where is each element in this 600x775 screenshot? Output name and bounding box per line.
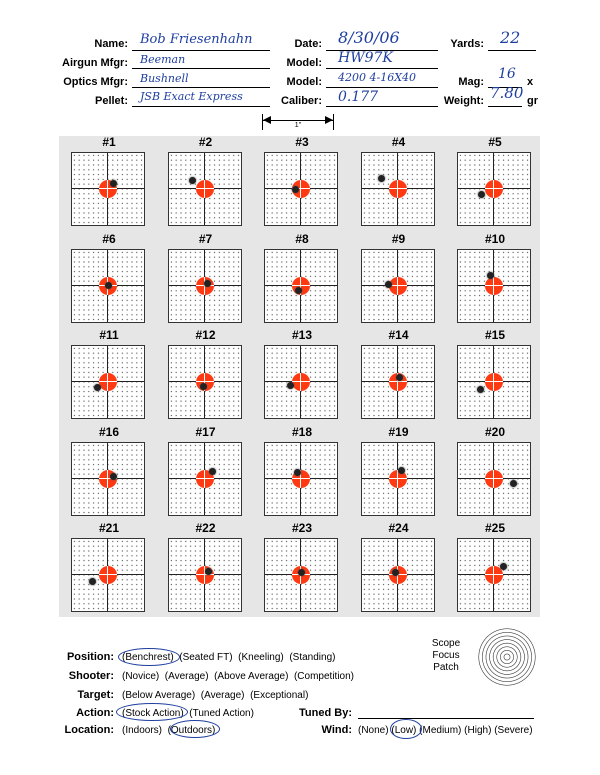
bullseye-crosshair [99, 188, 117, 189]
airgun-field[interactable]: Beeman [140, 53, 186, 66]
pellet-hole [110, 180, 117, 187]
bullseye [99, 373, 117, 391]
target-card [254, 233, 350, 329]
pellet-hole [205, 568, 212, 575]
scale-label: 1" [294, 122, 302, 129]
pellet-label: Pellet: [94, 95, 128, 107]
mag-unit: x [527, 76, 534, 88]
pellet-hole [477, 386, 484, 393]
target-number: #13 [291, 328, 313, 342]
bullseye-crosshair [493, 180, 494, 198]
wind-high[interactable]: (High) [464, 725, 492, 736]
target-face [457, 538, 531, 612]
model2-field[interactable]: 4200 4-16X40 [338, 71, 417, 84]
bullseye-crosshair [485, 188, 503, 189]
target-face [168, 442, 242, 516]
target-number: #6 [102, 231, 116, 246]
bullseye [292, 373, 310, 391]
bullseye-crosshair [107, 470, 108, 488]
pellet-field[interactable]: JSB Exact Express [140, 90, 243, 103]
target-face [361, 152, 435, 226]
target-face [361, 442, 435, 516]
name-label: Name: [94, 38, 128, 50]
pellet-hole [487, 272, 494, 279]
target-card [447, 233, 543, 329]
optics-field[interactable]: Bushnell [140, 72, 189, 85]
bullseye-crosshair [196, 381, 214, 382]
wind-none[interactable]: (None) [358, 725, 389, 736]
bullseye-crosshair [204, 180, 205, 198]
wind-options [358, 725, 533, 736]
bullseye-crosshair [107, 373, 108, 391]
bullseye [99, 566, 117, 584]
target-card [158, 329, 254, 425]
bullseye-crosshair [99, 381, 117, 382]
target-number: #7 [198, 231, 213, 246]
yards-field[interactable]: 22 [500, 28, 521, 47]
weight-label: Weight: [443, 95, 484, 107]
target-face [457, 249, 531, 323]
target-face [264, 442, 338, 516]
bullseye-crosshair [204, 470, 205, 488]
target-number: #1 [102, 135, 116, 149]
wind-selected-circle [390, 719, 422, 739]
pellet-hole [287, 382, 294, 389]
target-face [457, 152, 531, 226]
location-selected-circle [167, 720, 220, 738]
pellet-hole [378, 175, 385, 182]
shooter-options [122, 671, 354, 682]
pellet-hole [510, 480, 517, 487]
target-face [168, 249, 242, 323]
wind-label: Wind: [321, 724, 352, 736]
target-face [71, 152, 145, 226]
target-card [254, 329, 350, 425]
pellet-hole [385, 281, 392, 288]
target-number: #17 [195, 424, 216, 439]
bullseye-crosshair [204, 566, 205, 584]
caliber-field[interactable]: 0.177 [338, 89, 379, 105]
location-outdoors[interactable]: (Outdoors) [167, 725, 216, 736]
pellet-hole [200, 383, 207, 390]
target-label: Target: [77, 689, 114, 701]
bullseye-crosshair [397, 180, 398, 198]
target-number: #23 [291, 521, 313, 535]
position-selected-circle [118, 648, 180, 666]
bullseye-crosshair [107, 180, 108, 198]
target-grid [59, 136, 540, 617]
shooter-novice[interactable]: (Novice) [122, 671, 160, 682]
shooter-above-average[interactable]: (Above Average) [214, 671, 289, 682]
weight-field[interactable]: 7.80 [490, 84, 524, 102]
target-card [158, 426, 254, 522]
target-face [71, 538, 145, 612]
target-face [168, 152, 242, 226]
scope-focus-label: Scope Focus Patch [431, 638, 461, 673]
bullseye-crosshair [485, 285, 503, 286]
target-face [264, 345, 338, 419]
wind-medium[interactable]: (Medium) [419, 725, 462, 736]
bullseye-crosshair [485, 381, 503, 382]
bullseye-crosshair [397, 277, 398, 295]
wind-severe[interactable]: (Severe) [494, 725, 533, 736]
target-number: #24 [388, 521, 409, 535]
bullseye-crosshair [485, 574, 503, 575]
target-number: #20 [484, 424, 506, 439]
target-face [457, 345, 531, 419]
target-number: #5 [488, 135, 502, 149]
target-card [61, 426, 157, 522]
pellet-hole [396, 374, 403, 381]
pellet-hole [94, 384, 101, 391]
target-card [447, 329, 543, 425]
model1-field[interactable]: HW97K [338, 50, 393, 66]
target-number: #12 [195, 328, 216, 342]
bullseye [389, 180, 407, 198]
target-exceptional[interactable]: (Exceptional) [250, 690, 309, 701]
bullseye-crosshair [196, 188, 214, 189]
bullseye-crosshair [389, 478, 407, 479]
bullseye-crosshair [493, 566, 494, 584]
yards-label: Yards: [450, 38, 484, 50]
target-average[interactable]: (Average) [200, 690, 245, 701]
target-card [254, 136, 350, 232]
target-card [61, 329, 157, 425]
target-card [447, 136, 543, 232]
target-number: #18 [291, 424, 313, 439]
target-number: #19 [388, 424, 409, 439]
target-face [168, 345, 242, 419]
bullseye-crosshair [292, 478, 310, 479]
wind-low[interactable]: (Low) [391, 725, 417, 736]
bullseye-crosshair [107, 566, 108, 584]
position-label: Position: [66, 651, 114, 663]
pellet-hole [392, 569, 399, 576]
bullseye-crosshair [397, 470, 398, 488]
target-card [254, 426, 350, 522]
pellet-hole [398, 467, 405, 474]
target-face [168, 538, 242, 612]
date-label: Date: [294, 38, 322, 50]
target-number: #10 [484, 231, 506, 246]
target-card [351, 136, 447, 232]
target-number: #21 [98, 521, 120, 535]
target-number: #14 [388, 328, 409, 342]
target-card [351, 233, 447, 329]
pellet-hole [209, 468, 216, 475]
bullseye-crosshair [493, 277, 494, 295]
target-number: #2 [198, 135, 213, 149]
pellet-hole [500, 563, 507, 570]
pellet-hole [189, 177, 196, 184]
bullseye-crosshair [485, 478, 503, 479]
pellet-hole [89, 578, 96, 585]
name-field[interactable]: Bob Friesenhahn [140, 32, 253, 47]
target-face [71, 249, 145, 323]
pellet-hole [295, 287, 302, 294]
target-card [447, 522, 543, 618]
target-face [71, 345, 145, 419]
target-number: #11 [99, 328, 119, 342]
bullseye-crosshair [196, 478, 214, 479]
model2-label: Model: [286, 76, 322, 88]
pellet-hole [204, 280, 211, 287]
target-face [361, 249, 435, 323]
target-face [457, 442, 531, 516]
target-card [158, 233, 254, 329]
optics-label: Optics Mfgr: [63, 76, 128, 88]
pellet-hole [478, 191, 485, 198]
shooter-competition[interactable]: (Competition) [293, 671, 354, 682]
target-card [61, 233, 157, 329]
target-number: #25 [484, 521, 506, 535]
target-face [361, 538, 435, 612]
shooter-label: Shooter: [68, 670, 114, 682]
location-indoors[interactable]: (Indoors) [122, 725, 163, 736]
scale-bar [262, 114, 334, 130]
target-card [351, 426, 447, 522]
target-face [71, 442, 145, 516]
bullseye-crosshair [300, 180, 301, 198]
model1-label: Model: [286, 57, 322, 69]
bullseye-crosshair [389, 381, 407, 382]
position-seated-ft[interactable]: (Seated FT) [179, 652, 233, 663]
bullseye-crosshair [493, 470, 494, 488]
bullseye [196, 180, 214, 198]
action-stock[interactable]: (Stock Action) [122, 708, 184, 719]
target-number: #22 [195, 521, 216, 535]
bullseye-crosshair [493, 373, 494, 391]
action-label: Action: [76, 707, 114, 719]
target-face [264, 152, 338, 226]
position-kneeling[interactable]: (Kneeling) [238, 652, 284, 663]
bullseye [485, 373, 503, 391]
mag-field[interactable]: 16 [498, 66, 516, 82]
airgun-label: Airgun Mfgr: [62, 57, 128, 69]
date-field[interactable]: 8/30/06 [338, 28, 400, 47]
target-card [254, 522, 350, 618]
pellet-hole [105, 282, 112, 289]
target-number: #15 [484, 328, 506, 342]
mag-label: Mag: [458, 76, 484, 88]
location-label: Location: [64, 724, 114, 736]
action-tuned[interactable]: (Tuned Action) [189, 708, 254, 719]
action-selected-circle [116, 703, 188, 721]
tuned-by-label: Tuned By: [299, 707, 352, 719]
target-card [61, 522, 157, 618]
target-card [61, 136, 157, 232]
target-options [122, 690, 308, 701]
bullseye-crosshair [292, 381, 310, 382]
target-face [264, 538, 338, 612]
scope-focus-patch [476, 626, 538, 688]
target-below-average[interactable]: (Below Average) [122, 690, 196, 701]
bullseye [485, 180, 503, 198]
bullseye-crosshair [300, 373, 301, 391]
target-number: #3 [295, 135, 309, 149]
caliber-label: Caliber: [281, 95, 322, 107]
target-card [158, 136, 254, 232]
pellet-hole [294, 469, 301, 476]
target-face [361, 345, 435, 419]
target-card [351, 329, 447, 425]
target-card [351, 522, 447, 618]
weight-unit: gr [527, 95, 538, 107]
target-number: #8 [295, 231, 309, 246]
shooter-average[interactable]: (Average) [164, 671, 209, 682]
tuned-by-line[interactable] [358, 718, 534, 719]
position-benchrest[interactable]: (Benchrest) [122, 652, 174, 663]
target-card [447, 426, 543, 522]
bullseye-crosshair [292, 285, 310, 286]
bullseye [485, 470, 503, 488]
pellet-hole [298, 569, 305, 576]
bullseye [485, 277, 503, 295]
target-card [158, 522, 254, 618]
pellet-hole [292, 186, 299, 193]
target-face [264, 249, 338, 323]
pellet-hole [110, 473, 117, 480]
target-number: #9 [391, 231, 406, 246]
bullseye-crosshair [99, 574, 117, 575]
bullseye-crosshair [389, 188, 407, 189]
target-number: #16 [98, 424, 120, 439]
position-standing[interactable]: (Standing) [289, 652, 336, 663]
target-number: #4 [391, 135, 406, 149]
